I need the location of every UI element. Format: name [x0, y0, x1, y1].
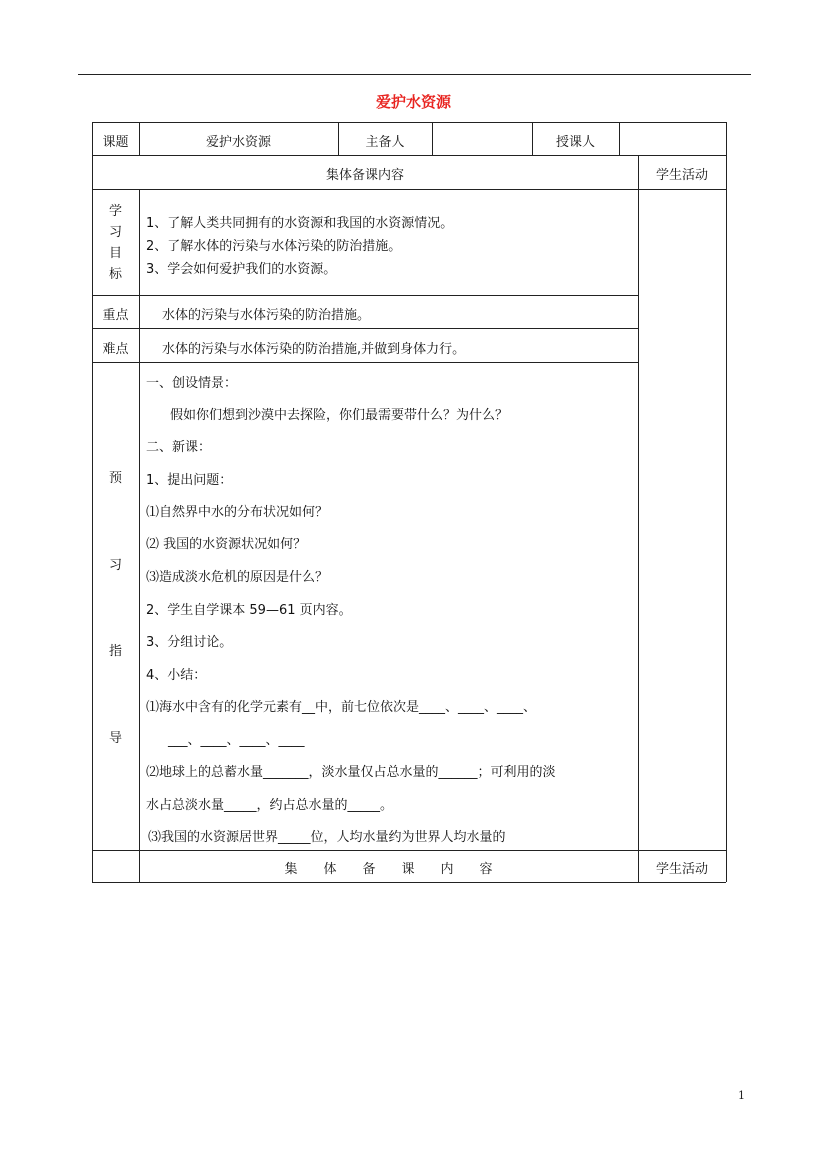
preview-line: 水占总淡水量_____，约占总水量的_____。: [146, 798, 394, 813]
objectives-label-char: 学: [108, 204, 122, 219]
student-activity-header: 学生活动: [655, 168, 708, 183]
table-rule: [139, 189, 140, 882]
table-border-bottom: [92, 882, 726, 883]
difficulty-text: 水体的污染与水体污染的防治措施,并做到身体力行。: [162, 342, 466, 357]
table-rule: [92, 295, 638, 296]
topic-label: 课题: [102, 135, 129, 150]
preview-line: 3、分组讨论。: [146, 635, 233, 650]
objectives-label: [92, 201, 139, 285]
document-title: 爱护水资源: [375, 93, 451, 111]
preview-line: ⑴自然界中水的分布状况如何？: [146, 505, 329, 520]
preview-line: 一、创设情景：: [146, 376, 238, 391]
preview-line: ⑵地球上的总蓄水量_______，淡水量仅占总水量的______；可利用的淡: [146, 765, 556, 780]
preview-label-char: 预: [108, 471, 122, 486]
table-border-top: [92, 122, 726, 123]
preview-line: 1、提出问题：: [146, 473, 233, 488]
preview-line: ⑵ 我国的水资源状况如何？: [146, 537, 307, 552]
objectives-label-char: 习: [108, 225, 122, 240]
key-point-text: 水体的污染与水体污染的防治措施。: [162, 308, 371, 323]
teacher-label: 授课人: [555, 135, 595, 150]
table-rule: [92, 155, 726, 156]
difficulty-label: 难点: [102, 342, 129, 357]
topic-value: 爱护水资源: [205, 135, 271, 150]
preview-line: 假如你们想到沙漠中去探险，你们最需要带什么？为什么？: [170, 408, 509, 423]
header-rule: [78, 74, 751, 75]
preparer-label: 主备人: [365, 135, 405, 150]
table-rule: [638, 155, 639, 882]
table-rule: [92, 362, 638, 363]
table-rule: [432, 122, 433, 155]
preview-label-char: 习: [108, 558, 122, 573]
preview-label-char: 导: [108, 731, 122, 746]
table-border-right: [726, 122, 727, 882]
objective-item: 1、了解人类共同拥有的水资源和我国的水资源情况。: [146, 216, 454, 231]
preview-line: ⑶造成淡水危机的原因是什么？: [146, 570, 329, 585]
collective-prep-header: 集体备课内容: [325, 168, 404, 183]
key-point-label: 重点: [102, 308, 129, 323]
table-rule: [92, 328, 638, 329]
preview-line: ___、____、____、____: [168, 733, 305, 748]
preview-line: 2、学生自学课本 59—61 页内容。: [146, 603, 352, 618]
student-activity-footer: 学生活动: [655, 862, 708, 877]
table-rule: [92, 850, 726, 851]
preview-line: 二、新课：: [146, 440, 212, 455]
preview-line: ⑶我国的水资源居世界_____位，人均水量约为世界人均水量的: [148, 830, 506, 845]
page-number: 1: [738, 1089, 745, 1102]
collective-prep-footer: 集 体 备 课 内 容: [284, 862, 493, 877]
table-rule: [619, 122, 620, 155]
objectives-label-char: 目: [108, 246, 122, 261]
objective-item: 3、学会如何爱护我们的水资源。: [146, 262, 337, 277]
objective-item: 2、了解水体的污染与水体污染的防治措施。: [146, 239, 402, 254]
table-rule: [92, 189, 726, 190]
preview-line: ⑴海水中含有的化学元素有__中，前七位依次是____、____、____、: [146, 700, 537, 715]
objectives-label-char: 标: [108, 267, 122, 282]
preview-label-char: 指: [108, 644, 122, 659]
preview-line: 4、小结：: [146, 668, 207, 683]
